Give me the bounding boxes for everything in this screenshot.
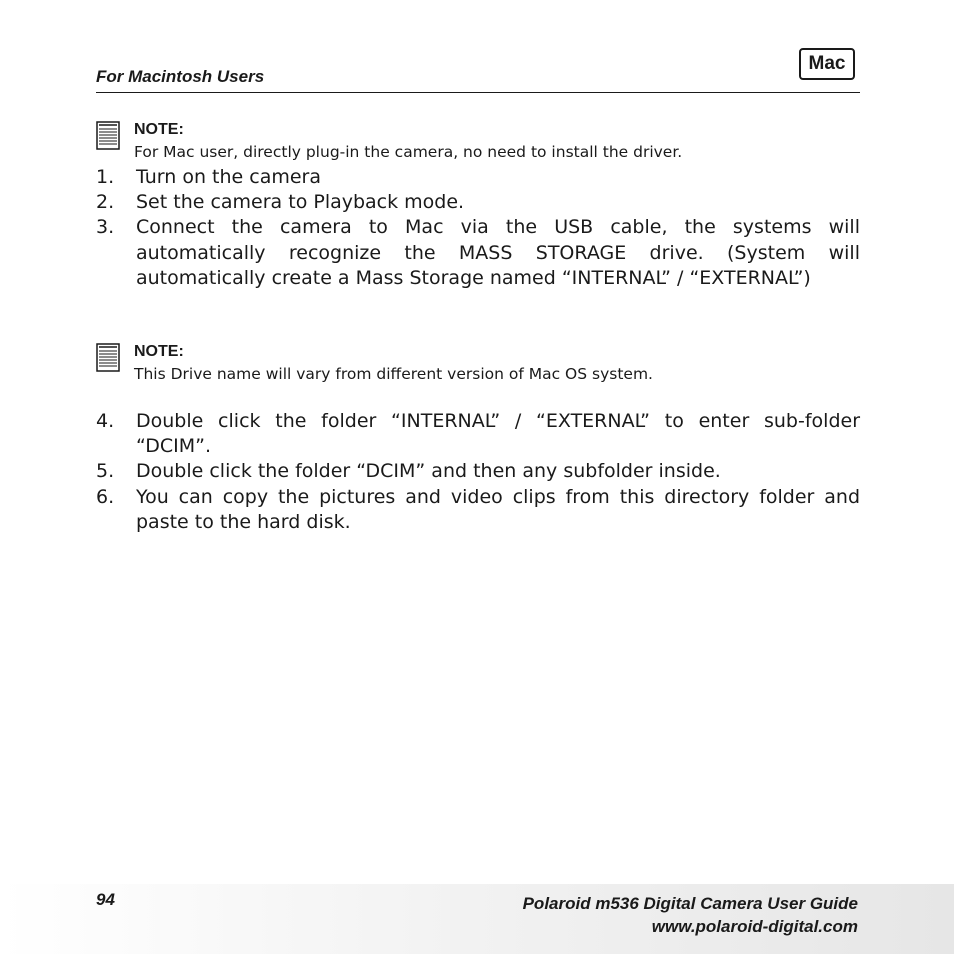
list-item bbox=[96, 165, 860, 190]
section-title: For Macintosh Users bbox=[96, 67, 265, 86]
steps-list bbox=[96, 165, 860, 291]
list-item bbox=[96, 459, 860, 484]
header-divider bbox=[96, 92, 860, 93]
step-number: 3. bbox=[96, 216, 115, 239]
notepad-icon bbox=[96, 343, 122, 373]
list-item bbox=[96, 190, 860, 215]
mac-badge: Mac bbox=[799, 48, 855, 80]
step-number: 1. bbox=[96, 166, 115, 188]
note-heading: NOTE: bbox=[134, 121, 184, 138]
notepad-icon bbox=[96, 121, 122, 151]
note-heading: NOTE: bbox=[134, 343, 184, 360]
note-text: For Mac user, directly plug-in the camera, no need to install the driver. bbox=[134, 143, 683, 161]
step-text: Connect the camera to Mac via the USB cable, the systems will automatically recognize the MASS STORAGE drive. (System will automatically create a Mass Storage named “INTERNAL” / “EXTERNAL”) bbox=[136, 216, 860, 289]
step-text: Set the camera to Playback mode. bbox=[136, 191, 465, 214]
website-url: www.polaroid-digital.com bbox=[651, 917, 858, 936]
note-text: This Drive name will vary from different version of Mac OS system. bbox=[134, 365, 653, 383]
list-item bbox=[96, 485, 860, 535]
page-number: 94 bbox=[96, 890, 115, 909]
step-number: 4. bbox=[96, 410, 115, 432]
step-text: You can copy the pictures and video clips from this directory folder and paste to the hard disk. bbox=[136, 485, 860, 533]
guide-title: Polaroid m536 Digital Camera User Guide bbox=[522, 894, 858, 913]
step-text: Double click the folder “INTERNAL” / “EXTERNAL” to enter sub-folder “DCIM”. bbox=[136, 410, 860, 458]
step-text: Turn on the camera bbox=[136, 166, 321, 188]
steps-list bbox=[96, 409, 860, 535]
step-text: Double click the folder “DCIM” and then any subfolder inside. bbox=[136, 460, 721, 483]
step-number: 6. bbox=[96, 485, 115, 508]
step-number: 2. bbox=[96, 191, 115, 214]
list-item bbox=[96, 409, 860, 459]
list-item bbox=[96, 215, 860, 291]
step-number: 5. bbox=[96, 460, 115, 483]
